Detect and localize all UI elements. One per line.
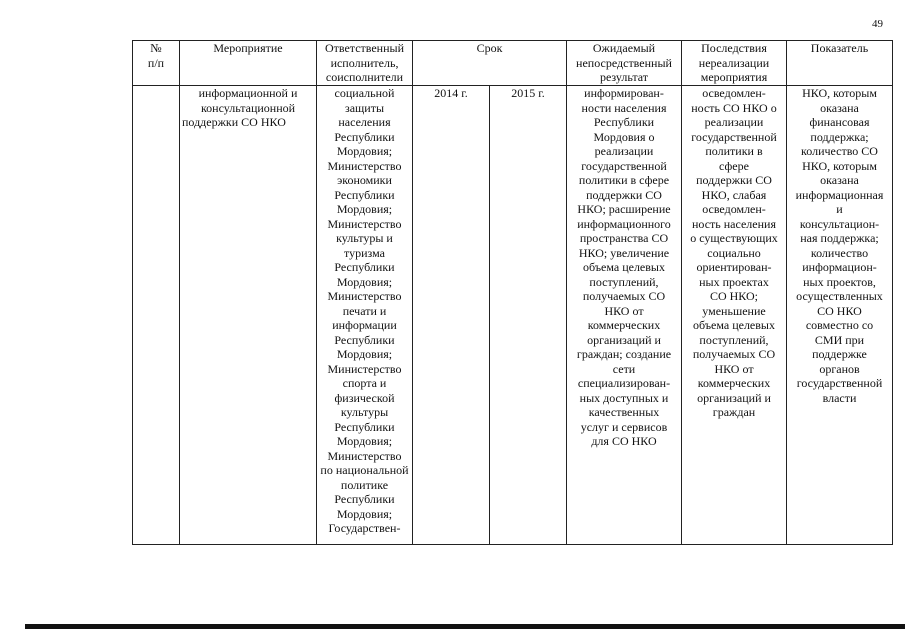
action-plan-table bbox=[132, 40, 893, 545]
header-consequences: Последствия нереализации мероприятия bbox=[682, 41, 787, 86]
cell-expected-result: информирован- ности населения Республики Мордовия о реализации государственной политики в сфере поддержки СО НКО; расширение информационного пространства СО НКО; увеличение объема целевых поступлений, получаемых СО НКО от коммерческих организаций и граждан; создание сети специализирован- ных доступных и качественных услуг и сервисов для СО НКО bbox=[567, 86, 682, 545]
header-row bbox=[133, 41, 893, 86]
header-expected-result: Ожидаемый непосредственный результат bbox=[567, 41, 682, 86]
cell-consequences: осведомлен- ность СО НКО о реализации государственной политики в сфере поддержки СО НКО, слабая осведомлен- ность населения о существующих социально ориентирован- ных проектах СО НКО; уменьшение объема целевых поступлений, получаемых СО НКО от коммерческих организаций и граждан bbox=[682, 86, 787, 545]
cell-term-end: 2015 г. bbox=[490, 86, 567, 545]
table-row bbox=[133, 86, 893, 545]
page-number: 49 bbox=[872, 18, 883, 30]
header-event: Мероприятие bbox=[180, 41, 317, 86]
cell-num bbox=[133, 86, 180, 545]
scan-bottom-border bbox=[25, 624, 905, 629]
cell-indicator: НКО, которым оказана финансовая поддержка; количество СО НКО, которым оказана информационная и консультацион- ная поддержка; количество информацион- ных проектов, осуществленных СО НКО совместно со СМИ при поддержке органов государственной власти bbox=[787, 86, 893, 545]
header-indicator: Показатель bbox=[787, 41, 893, 86]
header-responsible: Ответственный исполнитель, соисполнители bbox=[317, 41, 413, 86]
cell-term-start: 2014 г. bbox=[413, 86, 490, 545]
cell-responsible: социальной защиты населения Республики Мордовия; Министерство экономики Республики Мордовия; Министерство культуры и туризма Республики Мордовия; Министерство печати и информации Республики Мордовия; Министерство спорта и физической культуры Республики Мордовия; Министерство по национальной политике Республики Мордовия; Государствен- bbox=[317, 86, 413, 545]
cell-event: информационной и консультационной поддержки СО НКО bbox=[180, 86, 317, 545]
header-term: Срок bbox=[413, 41, 567, 86]
header-num: № п/п bbox=[133, 41, 180, 86]
